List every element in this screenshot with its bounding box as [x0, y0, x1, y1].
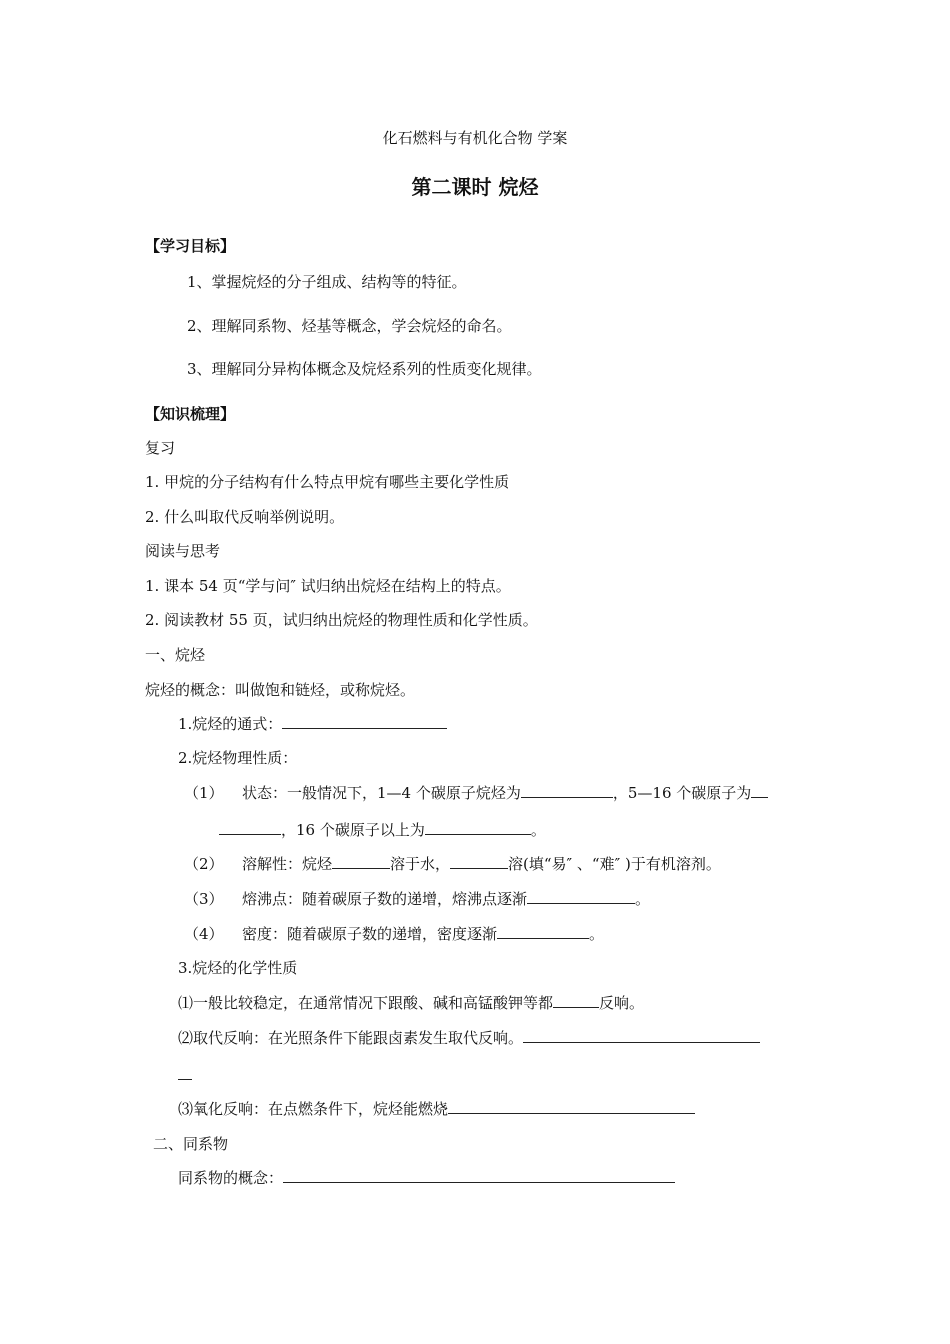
chem-item-3: [178, 1099, 695, 1119]
formula-label: 1.烷烃的通式：: [178, 715, 283, 733]
solubility-text: 溶于水，: [390, 855, 451, 873]
objective-item: 3、理解同分异构体概念及烷烃系列的性质变化规律。: [187, 360, 542, 378]
chem-item-2: [178, 1028, 760, 1048]
state-text: 。: [530, 821, 546, 839]
density-text: 。: [589, 925, 605, 943]
blank-boiling[interactable]: [527, 889, 635, 904]
solubility-text: 溶(填“易″ 、“难″ )于有机溶剂。: [508, 855, 721, 873]
blank-1-4[interactable]: [521, 783, 613, 798]
homolog-concept-line: [178, 1168, 675, 1188]
blank-5-16-end[interactable]: [219, 820, 281, 835]
item-number: （1）: [184, 784, 224, 802]
formula-blank[interactable]: [282, 714, 447, 729]
chem-text: ⑶氧化反响：在点燃条件下，烷烃能燃烧: [178, 1100, 449, 1118]
chem-text: ⑵取代反响：在光照条件下能跟卤素发生取代反响。: [178, 1029, 524, 1047]
boiling-line: [184, 889, 650, 909]
physical-label: 2.烷烃物理性质：: [178, 749, 298, 767]
objective-item: 2、理解同系物、烃基等概念，学会烷烃的命名。: [187, 317, 512, 335]
item-number: （4）: [184, 925, 224, 943]
blank-react[interactable]: [553, 993, 599, 1008]
chem-text: 反响。: [599, 994, 645, 1012]
blank-over-16[interactable]: [425, 820, 531, 835]
boiling-text: 。: [635, 890, 651, 908]
chemical-label: 3.烷烃的化学性质: [178, 959, 298, 977]
blank-5-16-start[interactable]: [751, 783, 768, 798]
alkane-concept: 烷烃的概念：叫做饱和链烃，或称烷烃。: [145, 681, 416, 699]
objectives-heading: 【学习目标】: [145, 237, 236, 255]
chem-text: ⑴一般比较稳定，在通常情况下跟酸、碱和高锰酸钾等都: [178, 994, 554, 1012]
reading-item: 1. 课本 54 页“学与问″ 试归纳出烷烃在结构上的特点。: [145, 577, 511, 595]
state-text: ，16 个碳原子以上为: [281, 821, 425, 839]
density-text: 密度：随着碳原子数的递增，密度逐渐: [242, 925, 498, 943]
blank-homolog[interactable]: [283, 1168, 675, 1183]
review-item: 1. 甲烷的分子结构有什么特点甲烷有哪些主要化学性质: [145, 473, 510, 491]
section1-heading: 一、烷烃: [145, 646, 206, 664]
chem-item-1: [178, 993, 644, 1013]
state-text: 状态：一般情况下，1—4 个碳原子烷烃为: [242, 784, 521, 802]
page-title: 第二课时 烷烃: [411, 175, 539, 199]
blank-organic[interactable]: [450, 854, 508, 869]
blank-substitution-cont[interactable]: [178, 1065, 192, 1085]
item-number: （3）: [184, 890, 224, 908]
objective-item: 1、掌握烷烃的分子组成、结构等的特征。: [187, 273, 467, 291]
homolog-concept-label: 同系物的概念：: [178, 1169, 284, 1187]
reading-label: 阅读与思考: [145, 542, 221, 560]
blank-combustion[interactable]: [448, 1099, 695, 1114]
item-number: （2）: [184, 855, 224, 873]
boiling-text: 熔沸点：随着碳原子数的递增，熔沸点逐渐: [242, 890, 528, 908]
solubility-text: 溶解性：烷烃: [242, 855, 333, 873]
blank-substitution[interactable]: [523, 1028, 760, 1043]
formula-line: [178, 714, 447, 734]
knowledge-heading: 【知识梳理】: [145, 405, 236, 423]
blank-water[interactable]: [332, 854, 390, 869]
review-label: 复习: [145, 439, 176, 457]
section2-heading: 二、同系物: [153, 1135, 229, 1153]
state-line-cont: [219, 820, 546, 840]
page-subtitle: 化石燃料与有机化合物 学案: [382, 129, 568, 147]
state-line: [184, 783, 768, 803]
review-item: 2. 什么叫取代反响举例说明。: [145, 508, 345, 526]
blank-density[interactable]: [497, 924, 589, 939]
solubility-line: [184, 854, 721, 874]
reading-item: 2. 阅读教材 55 页，试归纳出烷烃的物理性质和化学性质。: [145, 611, 538, 629]
state-text: ，5—16 个碳原子为: [612, 784, 752, 802]
density-line: [184, 924, 604, 944]
